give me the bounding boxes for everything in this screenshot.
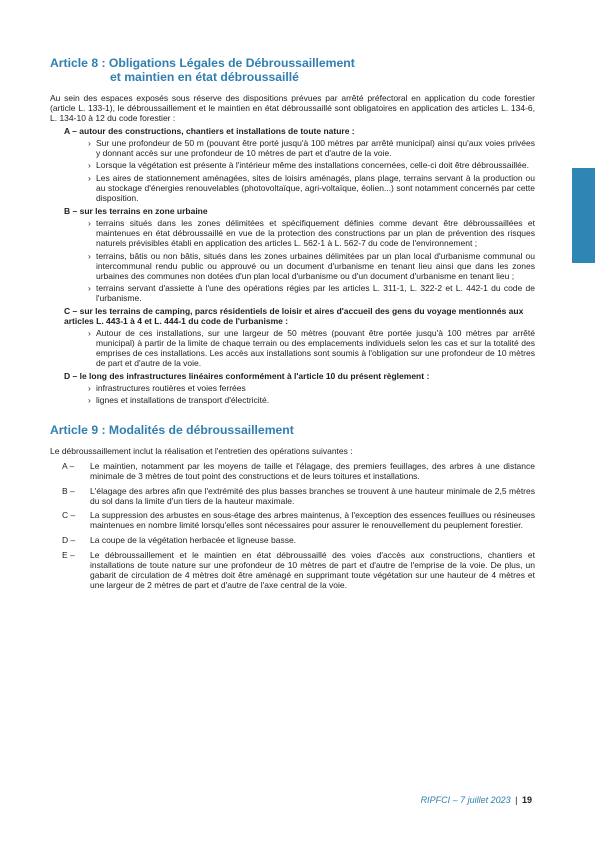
footer-separator: | xyxy=(515,795,518,805)
list-item: › terrains situés dans les zones délimitées et spécifiquement définies comme devant être débroussaillées et maintenues en état débroussaillé en vue de la protection des constructions par un plan de prévention des risques naturels prévisibles établi en application des articles L. 562-1 à L. 562-7 du code de l'environnement ; xyxy=(88,217,535,248)
list-item: B – L'élagage des arbres afin que l'extrémité des plus basses branches se trouvent à une hauteur minimale de 2,5 mètres du sol dans la limite d'un tiers de la hauteur maximale. xyxy=(62,485,535,506)
section-d xyxy=(50,372,535,407)
article-9-list xyxy=(50,462,535,591)
section-a xyxy=(50,127,535,204)
article-9-title: Article 9 : Modalités de débroussaillement xyxy=(50,423,294,438)
page-footer xyxy=(421,795,532,805)
list-item: › Autour de ces installations, sur une largeur de 50 mètres (pouvant être portée jusqu'à 100 mètres par arrêté municipal) à partir de la limite de chaque terrain ou des emplacements individuels selon les cas et sur la totalité des emprises de ces installations. Les accès aux installations sont soumis à l'obligation sur une profondeur de 10 mètres de part et d'autre de la voie. xyxy=(88,328,535,368)
section-a-heading: A – autour des constructions, chantiers et installations de toute nature : xyxy=(64,125,355,136)
page-content xyxy=(50,57,535,596)
page-number: 19 xyxy=(521,795,532,805)
article-8-title xyxy=(50,57,535,84)
section-b-heading: B – sur les terrains en zone urbaine xyxy=(64,206,208,217)
list-item: › Lorsque la végétation est présente à l'intérieur même des installations concernées, celle-ci doit être débroussaillée. xyxy=(88,160,530,171)
list-item: › Les aires de stationnement aménagées, sites de loisirs aménagés, plans plage, terrains servant à la production ou au stockage d'énergies renouvelables (photovoltaïque, agri-voltaïque, éolien...) sont notamment concernés par cette disposition. xyxy=(88,173,535,204)
article-9-intro: Le débroussaillement inclut la réalisation et l'entretien des opérations suivantes : xyxy=(50,445,353,456)
list-item: › terrains servant d'assiette à l'une des opérations régies par les articles L. 311-1, L. 322-2 et L. 442-1 du code de l'urbanisme. xyxy=(88,283,535,304)
list-item: A – Le maintien, notamment par les moyens de taille et l'élagage, des premiers feuillages, des arbres à une distance minimale de 3 mètres de tout point des constructions et de leurs toitures et installations. xyxy=(62,460,535,481)
list-item: C – La suppression des arbustes en sous-étage des arbres maintenus, à l'exception des essences feuillues ou résineuses maintenues en nombre limité lorsqu'elles sont nécessaires pour assurer le renouvellement du peuplement forestier. xyxy=(62,510,535,531)
article-8-title-line2: et maintien en état débroussaillé xyxy=(110,69,299,84)
list-item: › lignes et installations de transport d'électricité. xyxy=(88,395,270,406)
article-8-intro: Au sein des espaces exposés sous réserve des dispositions prévues par arrêté préfectoral en application du code forestier (article L. 133-1), le débroussaillement et le maintien en état débroussaillé sont obligatoires en application des articles L. 134-6, L. 134-10 à 12 du code forestier : xyxy=(50,93,535,123)
section-c-heading: C – sur les terrains de camping, parcs résidentiels de loisir et aires d'accueil des gens du voyage mentionnés aux articles L. 443-1 à 4 et L. 444-1 du code de l'urbanisme : xyxy=(64,306,524,327)
section-b xyxy=(50,207,535,304)
section-d-heading: D – le long des infrastructures linéaires conformément à l'article 10 du présent règlement : xyxy=(64,370,430,381)
footer-source: RIPFCI – 7 juillet 2023 xyxy=(420,795,511,805)
section-tab-marker xyxy=(572,168,595,263)
section-c xyxy=(50,307,535,368)
article-8-title-line1: Article 8 : Obligations Légales de Débroussaillement xyxy=(50,56,355,70)
list-item: › terrains, bâtis ou non bâtis, situés dans les zones urbaines délimitées par un plan local d'urbanisme communal ou intercommunal rendu public ou approuvé ou un document d'urbanisme en tenant lieu ainsi que dans les zones urbaines des communes non dotées d'un plan local d'urbanisme ou d'un document d'urbanisme en tenant lieu ; xyxy=(88,250,535,281)
list-item: › Sur une profondeur de 50 m (pouvant être porté jusqu'à 100 mètres par arrêté municipal) ainsi qu'aux voies privées y donnant accès sur une profondeur de 10 mètres de part et d'autre de la voie. xyxy=(88,137,535,158)
list-item: E – Le débroussaillement et le maintien en état débroussaillé des voies d'accès aux constructions, chantiers et installations de toute nature sur une profondeur de 10 mètres de part et d'autre de l'emprise de la voie. De plus, un gabarit de circulation de 4 mètres doit être aménagé en supprimant toute végétation sur une hauteur de 4 mètres et une largeur de 2 mètres de part et d'autre de l'axe central de la voie. xyxy=(62,550,535,590)
list-item: D – La coupe de la végétation herbacée et ligneuse basse. xyxy=(62,535,297,546)
list-item: › infrastructures routières et voies ferrées xyxy=(88,382,246,393)
